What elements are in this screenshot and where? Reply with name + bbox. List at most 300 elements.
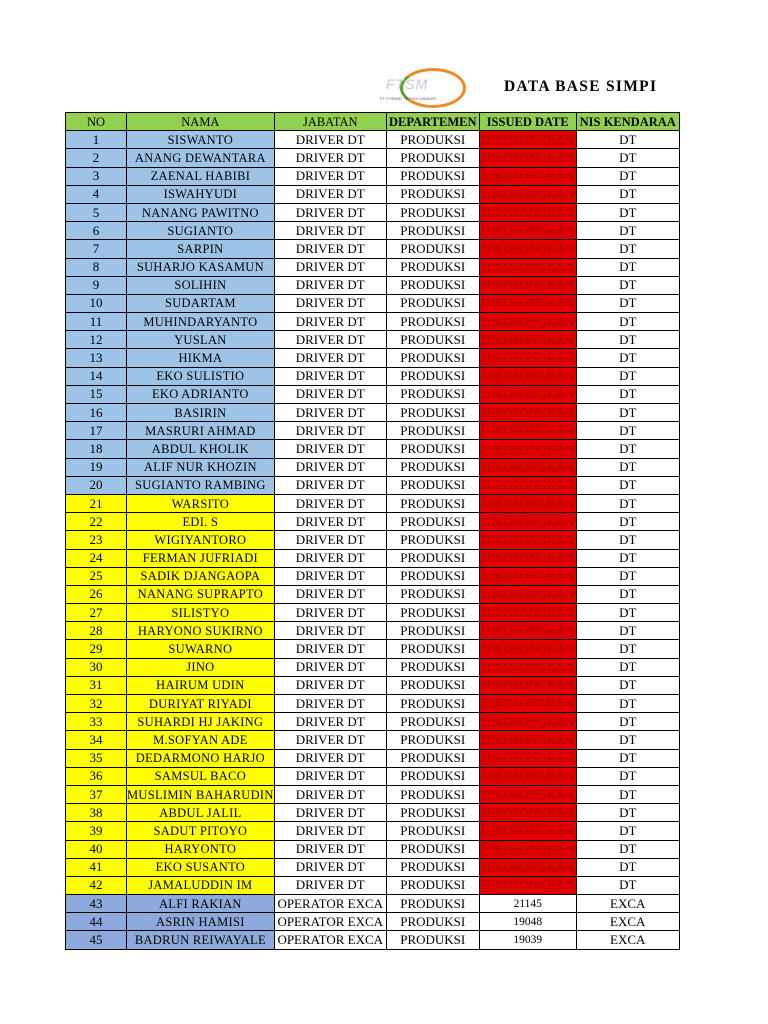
cell-jabatan[interactable]: DRIVER DT — [274, 422, 386, 440]
cell-issued-date[interactable]: DIKOSONGKAN — [479, 185, 576, 203]
table-row — [66, 531, 680, 549]
cell-jabatan[interactable]: DRIVER DT — [274, 167, 386, 185]
cell-issued-date[interactable]: DIKOSONGKAN — [479, 531, 576, 549]
cell-jenis-kendaraan[interactable]: DT — [576, 676, 679, 694]
cell-jenis-kendaraan[interactable]: DT — [576, 531, 679, 549]
cell-jabatan[interactable]: DRIVER DT — [274, 767, 386, 785]
cell-nama[interactable]: ZAENAL HABIBI — [127, 167, 275, 185]
cell-no[interactable]: 11 — [66, 313, 127, 331]
cell-departemen[interactable]: PRODUKSI — [386, 731, 479, 749]
cell-no[interactable]: 16 — [66, 404, 127, 422]
cell-departemen[interactable]: PRODUKSI — [386, 658, 479, 676]
table-row — [66, 440, 680, 458]
cell-jabatan[interactable]: DRIVER DT — [274, 203, 386, 221]
cell-jenis-kendaraan[interactable]: DT — [576, 131, 679, 149]
cell-issued-date[interactable]: DIKOSONGKAN — [479, 513, 576, 531]
cell-jenis-kendaraan[interactable]: DT — [576, 240, 679, 258]
cell-nama[interactable]: ALIF NUR KHOZIN — [127, 458, 275, 476]
cell-departemen[interactable]: PRODUKSI — [386, 513, 479, 531]
table-row — [66, 294, 680, 312]
table-row — [66, 167, 680, 185]
cell-departemen[interactable]: PRODUKSI — [386, 440, 479, 458]
cell-issued-date[interactable]: DIKOSONGKAN — [479, 404, 576, 422]
table-row — [66, 931, 680, 949]
cell-jenis-kendaraan[interactable]: DT — [576, 658, 679, 676]
cell-issued-date[interactable]: DIKOSONGKAN — [479, 731, 576, 749]
cell-jabatan[interactable]: OPERATOR EXCA — [274, 895, 386, 913]
cell-no[interactable]: 14 — [66, 367, 127, 385]
cell-jabatan[interactable]: DRIVER DT — [274, 240, 386, 258]
cell-no[interactable]: 36 — [66, 767, 127, 785]
cell-issued-date[interactable]: DIKOSONGKAN — [479, 658, 576, 676]
cell-nama[interactable]: BADRUN REIWAYALE — [127, 931, 275, 949]
cell-no[interactable]: 38 — [66, 804, 127, 822]
table-row — [66, 549, 680, 567]
cell-jabatan[interactable]: DRIVER DT — [274, 185, 386, 203]
cell-issued-date[interactable]: DIKOSONGKAN — [479, 695, 576, 713]
cell-departemen[interactable]: PRODUKSI — [386, 331, 479, 349]
cell-jabatan[interactable]: DRIVER DT — [274, 404, 386, 422]
table-row — [66, 585, 680, 603]
cell-departemen[interactable]: PRODUKSI — [386, 695, 479, 713]
cell-no[interactable]: 1 — [66, 131, 127, 149]
cell-nama[interactable]: WARSITO — [127, 494, 275, 512]
cell-nama[interactable]: SARPIN — [127, 240, 275, 258]
cell-jabatan[interactable]: DRIVER DT — [274, 549, 386, 567]
cell-no[interactable]: 31 — [66, 676, 127, 694]
cell-jabatan[interactable]: DRIVER DT — [274, 494, 386, 512]
cell-jenis-kendaraan[interactable]: DT — [576, 549, 679, 567]
cell-jabatan[interactable]: OPERATOR EXCA — [274, 931, 386, 949]
cell-jenis-kendaraan[interactable]: DT — [576, 804, 679, 822]
cell-departemen[interactable]: PRODUKSI — [386, 567, 479, 585]
cell-jabatan[interactable]: DRIVER DT — [274, 476, 386, 494]
cell-jabatan[interactable]: DRIVER DT — [274, 676, 386, 694]
cell-jabatan[interactable]: DRIVER DT — [274, 258, 386, 276]
cell-jenis-kendaraan[interactable]: DT — [576, 640, 679, 658]
cell-jenis-kendaraan[interactable]: DT — [576, 276, 679, 294]
cell-jabatan[interactable]: DRIVER DT — [274, 858, 386, 876]
page-title: DATA BASE SIMPI — [504, 78, 658, 95]
cell-no[interactable]: 37 — [66, 785, 127, 803]
cell-issued-date[interactable]: DIKOSONGKAN — [479, 640, 576, 658]
cell-no[interactable]: 3 — [66, 167, 127, 185]
cell-issued-date[interactable]: DIKOSONGKAN — [479, 822, 576, 840]
cell-departemen[interactable]: PRODUKSI — [386, 876, 479, 894]
cell-issued-date[interactable]: DIKOSONGKAN — [479, 240, 576, 258]
table-row — [66, 895, 680, 913]
header-jabatan[interactable]: JABATAN — [274, 113, 386, 131]
cell-departemen[interactable]: PRODUKSI — [386, 749, 479, 767]
cell-issued-date[interactable]: DIKOSONGKAN — [479, 167, 576, 185]
cell-no[interactable]: 27 — [66, 604, 127, 622]
cell-nama[interactable]: EDI. S — [127, 513, 275, 531]
cell-no[interactable]: 26 — [66, 585, 127, 603]
cell-jabatan[interactable]: DRIVER DT — [274, 822, 386, 840]
cell-no[interactable]: 7 — [66, 240, 127, 258]
cell-jabatan[interactable]: DRIVER DT — [274, 440, 386, 458]
cell-issued-date[interactable]: DIKOSONGKAN — [479, 676, 576, 694]
cell-nama[interactable]: ABDUL JALIL — [127, 804, 275, 822]
cell-no[interactable]: 32 — [66, 695, 127, 713]
cell-jenis-kendaraan[interactable]: DT — [576, 876, 679, 894]
cell-issued-date[interactable]: DIKOSONGKAN — [479, 476, 576, 494]
cell-jabatan[interactable]: DRIVER DT — [274, 149, 386, 167]
cell-jenis-kendaraan[interactable]: DT — [576, 785, 679, 803]
cell-issued-date[interactable]: DIKOSONGKAN — [479, 804, 576, 822]
table-row — [66, 858, 680, 876]
cell-no[interactable]: 40 — [66, 840, 127, 858]
cell-issued-date[interactable]: DIKOSONGKAN — [479, 494, 576, 512]
cell-no[interactable]: 24 — [66, 549, 127, 567]
cell-jenis-kendaraan[interactable]: DT — [576, 185, 679, 203]
cell-issued-date[interactable]: 19039 — [479, 931, 576, 949]
cell-jabatan[interactable]: DRIVER DT — [274, 458, 386, 476]
cell-no[interactable]: 35 — [66, 749, 127, 767]
cell-jenis-kendaraan[interactable]: DT — [576, 349, 679, 367]
cell-departemen[interactable]: PRODUKSI — [386, 240, 479, 258]
cell-jabatan[interactable]: DRIVER DT — [274, 604, 386, 622]
cell-departemen[interactable]: PRODUKSI — [386, 713, 479, 731]
cell-departemen[interactable]: PRODUKSI — [386, 167, 479, 185]
cell-departemen[interactable]: PRODUKSI — [386, 367, 479, 385]
cell-jabatan[interactable]: DRIVER DT — [274, 349, 386, 367]
cell-jenis-kendaraan[interactable]: DT — [576, 476, 679, 494]
cell-no[interactable]: 44 — [66, 913, 127, 931]
cell-departemen[interactable]: PRODUKSI — [386, 931, 479, 949]
cell-no[interactable]: 5 — [66, 203, 127, 221]
cell-nama[interactable]: SADIK DJANGAOPA — [127, 567, 275, 585]
table-row — [66, 203, 680, 221]
cell-no[interactable]: 4 — [66, 185, 127, 203]
cell-departemen[interactable]: PRODUKSI — [386, 767, 479, 785]
cell-no[interactable]: 42 — [66, 876, 127, 894]
cell-issued-date[interactable]: DIKOSONGKAN — [479, 749, 576, 767]
cell-issued-date[interactable]: DIKOSONGKAN — [479, 713, 576, 731]
cell-jabatan[interactable]: DRIVER DT — [274, 276, 386, 294]
cell-jenis-kendaraan[interactable]: DT — [576, 367, 679, 385]
cell-issued-date[interactable]: DIKOSONGKAN — [479, 367, 576, 385]
cell-nama[interactable]: EKO ADRIANTO — [127, 385, 275, 403]
cell-jenis-kendaraan[interactable]: DT — [576, 822, 679, 840]
cell-nama[interactable]: EKO SUSANTO — [127, 858, 275, 876]
cell-jabatan[interactable]: DRIVER DT — [274, 585, 386, 603]
cell-departemen[interactable]: PRODUKSI — [386, 422, 479, 440]
cell-jenis-kendaraan[interactable]: DT — [576, 458, 679, 476]
header-nama[interactable]: NAMA — [127, 113, 275, 131]
cell-jenis-kendaraan[interactable]: DT — [576, 422, 679, 440]
cell-issued-date[interactable]: DIKOSONGKAN — [479, 313, 576, 331]
cell-nama[interactable]: HARYONO SUKIRNO — [127, 622, 275, 640]
cell-departemen[interactable]: PRODUKSI — [386, 604, 479, 622]
cell-jabatan[interactable]: DRIVER DT — [274, 313, 386, 331]
cell-no[interactable]: 8 — [66, 258, 127, 276]
cell-issued-date[interactable]: DIKOSONGKAN — [479, 131, 576, 149]
table-row — [66, 422, 680, 440]
header-issued-date[interactable]: ISSUED DATE — [479, 113, 576, 131]
cell-no[interactable]: 10 — [66, 294, 127, 312]
cell-no[interactable]: 23 — [66, 531, 127, 549]
cell-nama[interactable]: SUDARTAM — [127, 294, 275, 312]
cell-issued-date[interactable]: DIKOSONGKAN — [479, 349, 576, 367]
cell-jabatan[interactable]: DRIVER DT — [274, 385, 386, 403]
cell-nama[interactable]: NANANG SUPRAPTO — [127, 585, 275, 603]
cell-jabatan[interactable]: DRIVER DT — [274, 731, 386, 749]
cell-departemen[interactable]: PRODUKSI — [386, 294, 479, 312]
cell-departemen[interactable]: PRODUKSI — [386, 258, 479, 276]
cell-jenis-kendaraan[interactable]: DT — [576, 585, 679, 603]
cell-jenis-kendaraan[interactable]: DT — [576, 494, 679, 512]
cell-jenis-kendaraan[interactable]: DT — [576, 313, 679, 331]
cell-departemen[interactable]: PRODUKSI — [386, 404, 479, 422]
header-departemen[interactable]: DEPARTEMEN — [386, 113, 479, 131]
cell-no[interactable]: 6 — [66, 222, 127, 240]
cell-jabatan[interactable]: DRIVER DT — [274, 513, 386, 531]
cell-nama[interactable]: SAMSUL BACO — [127, 767, 275, 785]
cell-no[interactable]: 17 — [66, 422, 127, 440]
cell-nama[interactable]: ANANG DEWANTARA — [127, 149, 275, 167]
cell-jenis-kendaraan[interactable]: DT — [576, 695, 679, 713]
cell-jabatan[interactable]: DRIVER DT — [274, 567, 386, 585]
cell-jabatan[interactable]: DRIVER DT — [274, 876, 386, 894]
cell-departemen[interactable]: PRODUKSI — [386, 622, 479, 640]
cell-issued-date[interactable]: 19048 — [479, 913, 576, 931]
cell-jenis-kendaraan[interactable]: EXCA — [576, 931, 679, 949]
cell-jenis-kendaraan[interactable]: DT — [576, 404, 679, 422]
cell-jabatan[interactable]: DRIVER DT — [274, 713, 386, 731]
table-row — [66, 331, 680, 349]
cell-nama[interactable]: SUGIANTO RAMBING — [127, 476, 275, 494]
cell-departemen[interactable]: PRODUKSI — [386, 913, 479, 931]
table-row — [66, 349, 680, 367]
cell-no[interactable]: 33 — [66, 713, 127, 731]
table-header-row — [66, 113, 680, 131]
cell-issued-date[interactable]: DIKOSONGKAN — [479, 767, 576, 785]
cell-departemen[interactable]: PRODUKSI — [386, 349, 479, 367]
cell-nama[interactable]: JINO — [127, 658, 275, 676]
cell-nama[interactable]: DEDARMONO HARJO — [127, 749, 275, 767]
cell-nama[interactable]: MUHINDARYANTO — [127, 313, 275, 331]
cell-issued-date[interactable]: DIKOSONGKAN — [479, 458, 576, 476]
table-row — [66, 240, 680, 258]
cell-issued-date[interactable]: DIKOSONGKAN — [479, 422, 576, 440]
cell-issued-date[interactable]: DIKOSONGKAN — [479, 276, 576, 294]
cell-nama[interactable]: MASRURI AHMAD — [127, 422, 275, 440]
cell-jenis-kendaraan[interactable]: DT — [576, 749, 679, 767]
table-row — [66, 731, 680, 749]
cell-nama[interactable]: ISWAHYUDI — [127, 185, 275, 203]
cell-no[interactable]: 25 — [66, 567, 127, 585]
cell-nama[interactable]: JAMALUDDIN IM — [127, 876, 275, 894]
cell-nama[interactable]: EKO SULISTIO — [127, 367, 275, 385]
cell-jenis-kendaraan[interactable]: DT — [576, 167, 679, 185]
cell-no[interactable]: 28 — [66, 622, 127, 640]
cell-nama[interactable]: SUWARNO — [127, 640, 275, 658]
cell-departemen[interactable]: PRODUKSI — [386, 676, 479, 694]
cell-no[interactable]: 45 — [66, 931, 127, 949]
cell-no[interactable]: 43 — [66, 895, 127, 913]
cell-issued-date[interactable]: DIKOSONGKAN — [479, 549, 576, 567]
cell-nama[interactable]: SOLIHIN — [127, 276, 275, 294]
cell-jabatan[interactable]: OPERATOR EXCA — [274, 913, 386, 931]
cell-departemen[interactable]: PRODUKSI — [386, 458, 479, 476]
cell-jenis-kendaraan[interactable]: DT — [576, 385, 679, 403]
table-body — [66, 131, 680, 949]
cell-jabatan[interactable]: DRIVER DT — [274, 785, 386, 803]
cell-nama[interactable]: HIKMA — [127, 349, 275, 367]
cell-issued-date[interactable]: DIKOSONGKAN — [479, 440, 576, 458]
cell-issued-date[interactable]: DIKOSONGKAN — [479, 149, 576, 167]
cell-jenis-kendaraan[interactable]: EXCA — [576, 895, 679, 913]
table-row — [66, 622, 680, 640]
header-no[interactable]: NO — [66, 113, 127, 131]
cell-departemen[interactable]: PRODUKSI — [386, 804, 479, 822]
cell-jabatan[interactable]: DRIVER DT — [274, 531, 386, 549]
cell-jabatan[interactable]: DRIVER DT — [274, 695, 386, 713]
table-row — [66, 404, 680, 422]
cell-jabatan[interactable]: DRIVER DT — [274, 640, 386, 658]
cell-jenis-kendaraan[interactable]: DT — [576, 731, 679, 749]
cell-no[interactable]: 2 — [66, 149, 127, 167]
cell-jenis-kendaraan[interactable]: DT — [576, 622, 679, 640]
cell-jabatan[interactable]: DRIVER DT — [274, 331, 386, 349]
cell-no[interactable]: 12 — [66, 331, 127, 349]
cell-nama[interactable]: ALFI RAKIAN — [127, 895, 275, 913]
cell-no[interactable]: 20 — [66, 476, 127, 494]
cell-departemen[interactable]: PRODUKSI — [386, 149, 479, 167]
cell-jabatan[interactable]: DRIVER DT — [274, 804, 386, 822]
cell-departemen[interactable]: PRODUKSI — [386, 549, 479, 567]
cell-issued-date[interactable]: DIKOSONGKAN — [479, 385, 576, 403]
cell-jenis-kendaraan[interactable]: DT — [576, 294, 679, 312]
cell-departemen[interactable]: PRODUKSI — [386, 385, 479, 403]
cell-departemen[interactable]: PRODUKSI — [386, 822, 479, 840]
cell-nama[interactable]: DURIYAT RIYADI — [127, 695, 275, 713]
cell-nama[interactable]: SILISTYO — [127, 604, 275, 622]
cell-departemen[interactable]: PRODUKSI — [386, 785, 479, 803]
cell-jabatan[interactable]: DRIVER DT — [274, 367, 386, 385]
cell-no[interactable]: 22 — [66, 513, 127, 531]
cell-nama[interactable]: HAIRUM UDIN — [127, 676, 275, 694]
cell-issued-date[interactable]: DIKOSONGKAN — [479, 294, 576, 312]
cell-nama[interactable]: MUSLIMIN BAHARUDIN — [127, 785, 275, 803]
cell-departemen[interactable]: PRODUKSI — [386, 895, 479, 913]
cell-jenis-kendaraan[interactable]: DT — [576, 440, 679, 458]
cell-departemen[interactable]: PRODUKSI — [386, 640, 479, 658]
cell-issued-date[interactable]: DIKOSONGKAN — [479, 258, 576, 276]
cell-jabatan[interactable]: DRIVER DT — [274, 294, 386, 312]
cell-nama[interactable]: ABDUL KHOLIK — [127, 440, 275, 458]
cell-jabatan[interactable]: DRIVER DT — [274, 658, 386, 676]
cell-jenis-kendaraan[interactable]: DT — [576, 567, 679, 585]
cell-departemen[interactable]: PRODUKSI — [386, 276, 479, 294]
cell-jenis-kendaraan[interactable]: DT — [576, 149, 679, 167]
cell-departemen[interactable]: PRODUKSI — [386, 203, 479, 221]
cell-no[interactable]: 34 — [66, 731, 127, 749]
table-row — [66, 494, 680, 512]
cell-departemen[interactable]: PRODUKSI — [386, 476, 479, 494]
cell-jabatan[interactable]: DRIVER DT — [274, 222, 386, 240]
cell-no[interactable]: 30 — [66, 658, 127, 676]
cell-no[interactable]: 39 — [66, 822, 127, 840]
cell-jenis-kendaraan[interactable]: DT — [576, 222, 679, 240]
cell-jabatan[interactable]: DRIVER DT — [274, 749, 386, 767]
cell-jenis-kendaraan[interactable]: DT — [576, 331, 679, 349]
cell-jenis-kendaraan[interactable]: DT — [576, 513, 679, 531]
cell-jenis-kendaraan[interactable]: DT — [576, 203, 679, 221]
cell-nama[interactable]: SUHARDI HJ JAKING — [127, 713, 275, 731]
cell-issued-date[interactable]: DIKOSONGKAN — [479, 858, 576, 876]
cell-departemen[interactable]: PRODUKSI — [386, 185, 479, 203]
table-row — [66, 822, 680, 840]
cell-nama[interactable]: ASRIN HAMISI — [127, 913, 275, 931]
cell-issued-date[interactable]: 21145 — [479, 895, 576, 913]
cell-departemen[interactable]: PRODUKSI — [386, 131, 479, 149]
table-row — [66, 749, 680, 767]
cell-departemen[interactable]: PRODUKSI — [386, 585, 479, 603]
cell-no[interactable]: 29 — [66, 640, 127, 658]
cell-jabatan[interactable]: DRIVER DT — [274, 131, 386, 149]
cell-issued-date[interactable]: DIKOSONGKAN — [479, 203, 576, 221]
cell-departemen[interactable]: PRODUKSI — [386, 222, 479, 240]
cell-nama[interactable]: M.SOFYAN ADE — [127, 731, 275, 749]
cell-nama[interactable]: FERMAN JUFRIADI — [127, 549, 275, 567]
cell-nama[interactable]: BASIRIN — [127, 404, 275, 422]
cell-departemen[interactable]: PRODUKSI — [386, 840, 479, 858]
cell-no[interactable]: 41 — [66, 858, 127, 876]
cell-no[interactable]: 15 — [66, 385, 127, 403]
table-row — [66, 767, 680, 785]
cell-jenis-kendaraan[interactable]: DT — [576, 840, 679, 858]
cell-nama[interactable]: WIGIYANTORO — [127, 531, 275, 549]
cell-issued-date[interactable]: DIKOSONGKAN — [479, 567, 576, 585]
cell-departemen[interactable]: PRODUKSI — [386, 531, 479, 549]
cell-nama[interactable]: SISWANTO — [127, 131, 275, 149]
cell-no[interactable]: 9 — [66, 276, 127, 294]
cell-jabatan[interactable]: DRIVER DT — [274, 622, 386, 640]
cell-issued-date[interactable]: DIKOSONGKAN — [479, 785, 576, 803]
cell-issued-date[interactable]: DIKOSONGKAN — [479, 840, 576, 858]
cell-nama[interactable]: NANANG PAWITNO — [127, 203, 275, 221]
cell-nama[interactable]: SUGIANTO — [127, 222, 275, 240]
cell-issued-date[interactable]: DIKOSONGKAN — [479, 222, 576, 240]
cell-no[interactable]: 13 — [66, 349, 127, 367]
cell-nama[interactable]: SUHARJO KASAMUN — [127, 258, 275, 276]
cell-no[interactable]: 18 — [66, 440, 127, 458]
cell-jabatan[interactable]: DRIVER DT — [274, 840, 386, 858]
cell-jenis-kendaraan[interactable]: DT — [576, 258, 679, 276]
cell-departemen[interactable]: PRODUKSI — [386, 494, 479, 512]
cell-jenis-kendaraan[interactable]: DT — [576, 713, 679, 731]
header-jenis-kendaraan[interactable]: NIS KENDARAA — [576, 113, 679, 131]
cell-jenis-kendaraan[interactable]: DT — [576, 767, 679, 785]
cell-jenis-kendaraan[interactable]: DT — [576, 604, 679, 622]
cell-jenis-kendaraan[interactable]: EXCA — [576, 913, 679, 931]
cell-nama[interactable]: YUSLAN — [127, 331, 275, 349]
cell-issued-date[interactable]: DIKOSONGKAN — [479, 604, 576, 622]
cell-nama[interactable]: SADUT PITOYO — [127, 822, 275, 840]
cell-issued-date[interactable]: DIKOSONGKAN — [479, 331, 576, 349]
cell-no[interactable]: 21 — [66, 494, 127, 512]
cell-jenis-kendaraan[interactable]: DT — [576, 858, 679, 876]
cell-issued-date[interactable]: DIKOSONGKAN — [479, 876, 576, 894]
cell-issued-date[interactable]: DIKOSONGKAN — [479, 585, 576, 603]
cell-departemen[interactable]: PRODUKSI — [386, 313, 479, 331]
cell-departemen[interactable]: PRODUKSI — [386, 858, 479, 876]
cell-issued-date[interactable]: DIKOSONGKAN — [479, 622, 576, 640]
cell-no[interactable]: 19 — [66, 458, 127, 476]
cell-nama[interactable]: HARYONTO — [127, 840, 275, 858]
